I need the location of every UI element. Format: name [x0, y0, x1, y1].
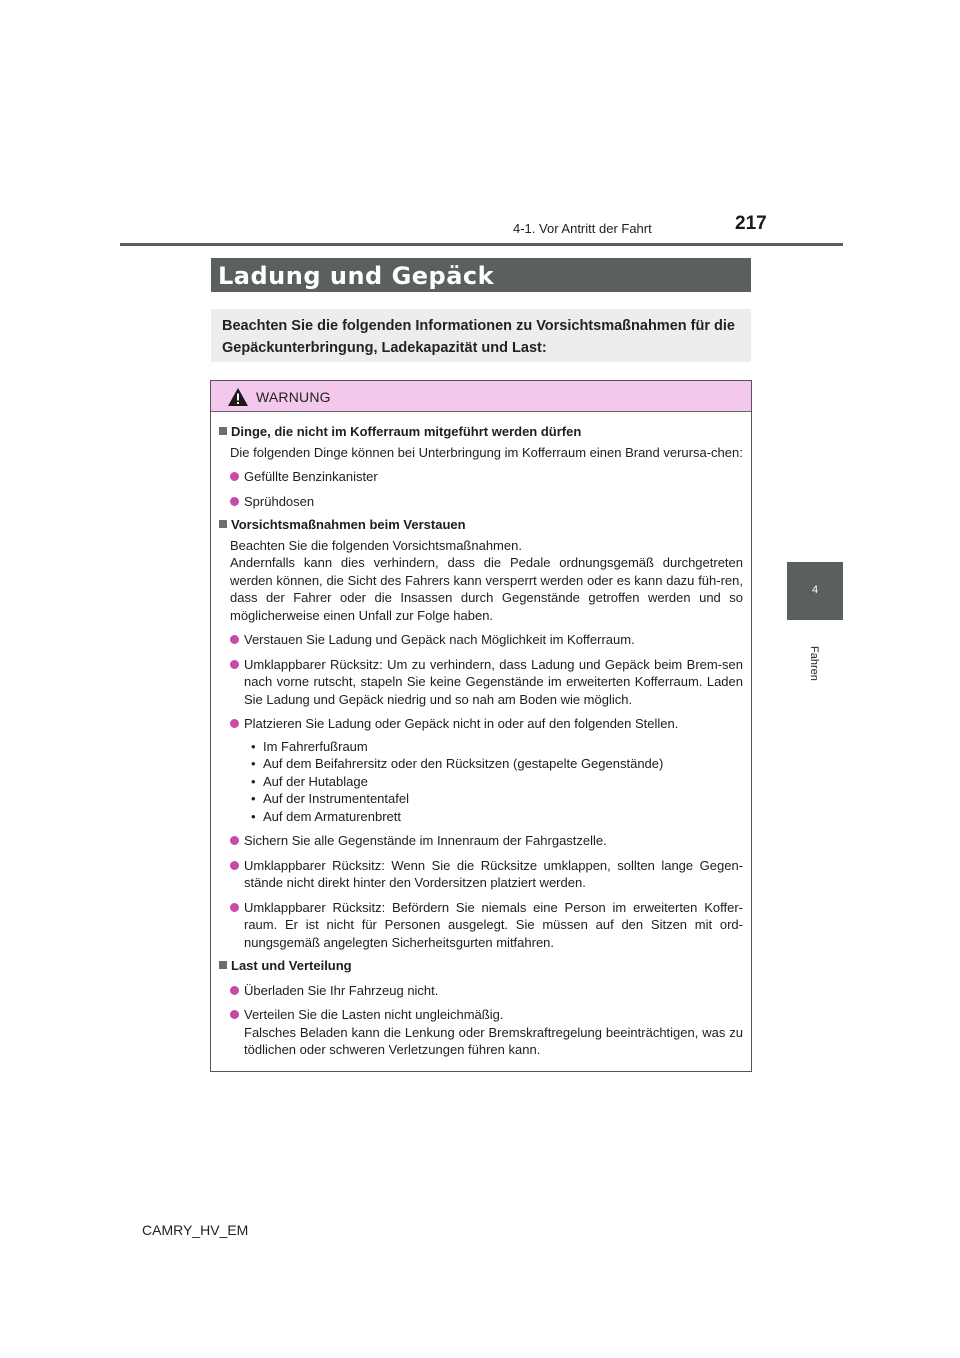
list-item: Sichern Sie alle Gegenstände im Innenraum der Fahrgastzelle. — [230, 832, 743, 850]
header-rule — [120, 243, 843, 246]
warning-header — [211, 381, 751, 412]
chapter-number: 4 — [811, 584, 819, 596]
list-item: Umklappbarer Rücksitz: Befördern Sie niemals eine Person im erweiterten Koffer-raum. Er ist nicht für Personen ausgelegt. Sie müssen auf den Sitzen mit ord-nungsgemäß angelegten Sicherheitsgurten mitfahren. — [230, 899, 743, 952]
paragraph: Beachten Sie die folgenden Vorsichtsmaßnahmen. — [230, 537, 522, 553]
sub-list-item: • Im Fahrerfußraum — [251, 738, 743, 756]
section-heading: Vorsichtsmaßnahmen beim Verstauen — [219, 516, 743, 534]
sub-list-item: • Auf der Hutablage — [251, 773, 743, 791]
chapter-side-tab — [787, 562, 843, 620]
list-item: Gefüllte Benzinkanister — [230, 468, 743, 486]
paragraph: Die folgenden Dinge können bei Unterbringung im Kofferraum einen Brand verursa-chen: — [230, 444, 743, 460]
intro-text: Beachten Sie die folgenden Informationen zu Vorsichtsmaßnahmen für die Gepäckunterbringung, Ladekapazität und Last: — [222, 318, 735, 356]
warning-body — [219, 423, 743, 1059]
list-item: Umklappbarer Rücksitz: Wenn Sie die Rücksitze umklappen, sollten lange Gegen-stände nicht direkt hinter den Vordersitzen platziert werden. — [230, 857, 743, 892]
sub-list-item: • Auf dem Beifahrersitz oder den Rücksitzen (gestapelte Gegenstände) — [251, 755, 743, 773]
warning-label: WARNUNG — [256, 389, 331, 405]
footer-document-code: CAMRY_HV_EM — [142, 1222, 249, 1238]
paragraph: Andernfalls kann dies verhindern, dass die Pedale ordnungsgemäß durchgetreten werden können, die Sicht des Fahrers kann versperrt werden oder es kann dazu füh-ren, dass der Fahrer oder die Insassen durch Gegenstände getroffen werden und so möglicherweise einen Unfall zur Folge haben. — [230, 555, 743, 623]
section-heading: Last und Verteilung — [219, 957, 743, 975]
section-title-bar — [211, 258, 751, 292]
list-item: Sprühdosen — [230, 493, 743, 511]
intro-box — [211, 309, 751, 362]
list-item: Verteilen Sie die Lasten nicht ungleichmäßig. — [230, 1006, 743, 1024]
chapter-side-label: Fahren — [808, 646, 820, 681]
warning-triangle-icon — [227, 387, 249, 407]
sub-list-item: • Auf dem Armaturenbrett — [251, 808, 743, 826]
list-item: Verstauen Sie Ladung und Gepäck nach Möglichkeit im Kofferraum. — [230, 631, 743, 649]
list-item: Platzieren Sie Ladung oder Gepäck nicht in oder auf den folgenden Stellen. — [230, 715, 743, 733]
sub-list-item: • Auf der Instrumententafel — [251, 790, 743, 808]
list-item: Umklappbarer Rücksitz: Um zu verhindern, dass Ladung und Gepäck beim Brem-sen nach vorne rutscht, stapeln Sie keine Gegenstände im erweiterten Kofferraum. Laden Sie Ladung und Gepäck niedrig und so nah am Boden wie möglich. — [230, 656, 743, 709]
list-item: Überladen Sie Ihr Fahrzeug nicht. — [230, 982, 743, 1000]
chapter-reference: 4-1. Vor Antritt der Fahrt — [513, 221, 652, 236]
paragraph: Falsches Beladen kann die Lenkung oder Bremskraftregelung beeinträchtigen, was zu tödlichen oder schweren Verletzungen führen kann. — [244, 1024, 743, 1057]
section-heading: Dinge, die nicht im Kofferraum mitgeführt werden dürfen — [219, 423, 743, 441]
page-number: 217 — [735, 213, 767, 234]
warning-box — [210, 380, 752, 1072]
section-title: Ladung und Gepäck — [218, 262, 495, 290]
